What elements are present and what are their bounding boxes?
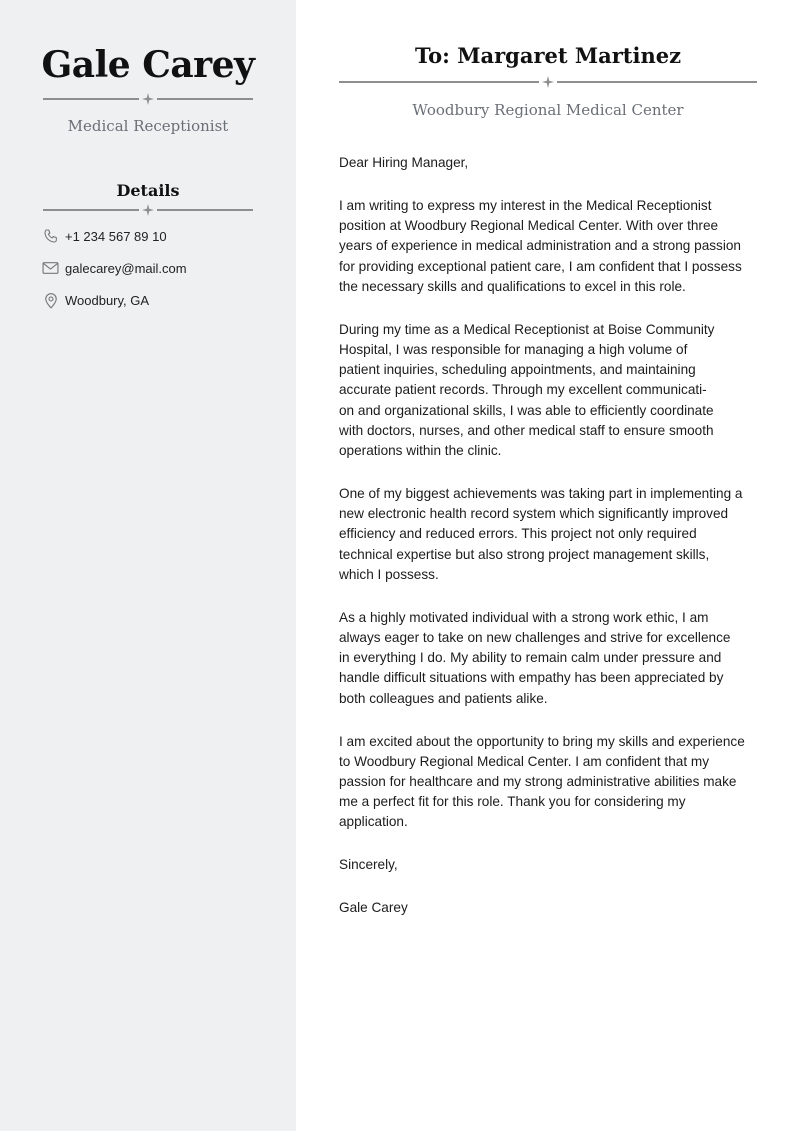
text-line: in everything I do. My ability to remain calm under pressure and xyxy=(339,650,722,666)
sparkle-icon xyxy=(142,204,154,216)
text-line: efficiency and reduced errors. This project not only required xyxy=(339,526,697,542)
applicant-name: Gale Carey xyxy=(41,44,255,86)
sparkle-icon xyxy=(142,93,154,105)
text-line: me a perfect fit for this role. Thank you for considering my xyxy=(339,794,686,810)
details-heading: Details xyxy=(116,181,180,200)
text-line: operations within the clinic. xyxy=(339,443,502,459)
recipient-heading: To: Margaret Martinez xyxy=(414,43,682,68)
text-line: technical expertise but also strong project management skills, xyxy=(339,546,710,562)
details-divider xyxy=(43,204,253,216)
contact-phone xyxy=(42,226,167,246)
text-line: position at Woodbury Regional Medical Center. With over three xyxy=(339,218,719,234)
paragraph-4 xyxy=(339,608,763,709)
letter-page xyxy=(296,0,800,1131)
text-line: I am writing to express my interest in the Medical Receptionist xyxy=(339,198,712,213)
sparkle-icon xyxy=(542,76,554,88)
text-line: the necessary skills and qualifications to excel in this role. xyxy=(339,278,686,294)
text-line: handle difficult situations with empathy has been appreciated by xyxy=(339,670,724,686)
text-line: application. xyxy=(339,814,408,830)
contact-location xyxy=(42,290,149,310)
paragraph-3 xyxy=(339,484,763,585)
text-line: accurate patient records. Through my excellent communicati- xyxy=(339,382,707,398)
job-title: Medical Receptionist xyxy=(67,117,229,135)
greeting: Dear Hiring Manager, xyxy=(339,155,469,170)
closing: Sincerely, xyxy=(339,857,398,873)
sidebar xyxy=(0,0,296,1131)
text-line: I am excited about the opportunity to bring my skills and experience xyxy=(339,733,745,749)
location-pin-icon xyxy=(42,292,59,309)
letter-body xyxy=(339,153,763,941)
paragraph-2 xyxy=(339,320,763,461)
text-line: with doctors, nurses, and other medical staff to ensure smooth xyxy=(339,422,714,438)
mail-icon xyxy=(42,260,59,277)
location-text: Woodbury, GA xyxy=(65,292,150,308)
name-divider xyxy=(43,93,253,105)
text-line: As a highly motivated individual with a strong work ethic, I am xyxy=(339,609,709,625)
paragraph-5 xyxy=(339,732,763,833)
text-line: passion for healthcare and my strong administrative abilities make xyxy=(339,774,737,790)
paragraph-1 xyxy=(339,196,763,297)
email-address: galecarey@mail.com xyxy=(65,260,187,276)
phone-icon xyxy=(42,228,59,245)
company-name: Woodbury Regional Medical Center xyxy=(412,101,684,119)
text-line: Hospital, I was responsible for managing a high volume of xyxy=(339,342,688,358)
recipient-divider xyxy=(339,76,757,88)
text-line: both colleagues and patients alike. xyxy=(339,690,548,706)
text-line: which I possess. xyxy=(339,566,439,582)
text-line: years of experience in medical administration and a strong passion xyxy=(339,238,741,254)
text-line: on and organizational skills, I was able to efficiently coordinate xyxy=(339,402,714,418)
text-line: One of my biggest achievements was taking part in implementing a xyxy=(339,486,743,502)
text-line: always eager to take on new challenges and strive for excellence xyxy=(339,630,731,646)
text-line: patient inquiries, scheduling appointments, and maintaining xyxy=(339,362,696,378)
contact-email xyxy=(42,258,187,278)
text-line: new electronic health record system which significantly improved xyxy=(339,506,729,522)
text-line: for providing exceptional patient care, I am confident that I possess xyxy=(339,258,742,274)
phone-number: +1 234 567 89 10 xyxy=(65,228,167,244)
text-line: to Woodbury Regional Medical Center. I am confident that my xyxy=(339,753,709,769)
signature: Gale Carey xyxy=(339,900,408,916)
text-line: During my time as a Medical Receptionist at Boise Community xyxy=(339,321,715,337)
